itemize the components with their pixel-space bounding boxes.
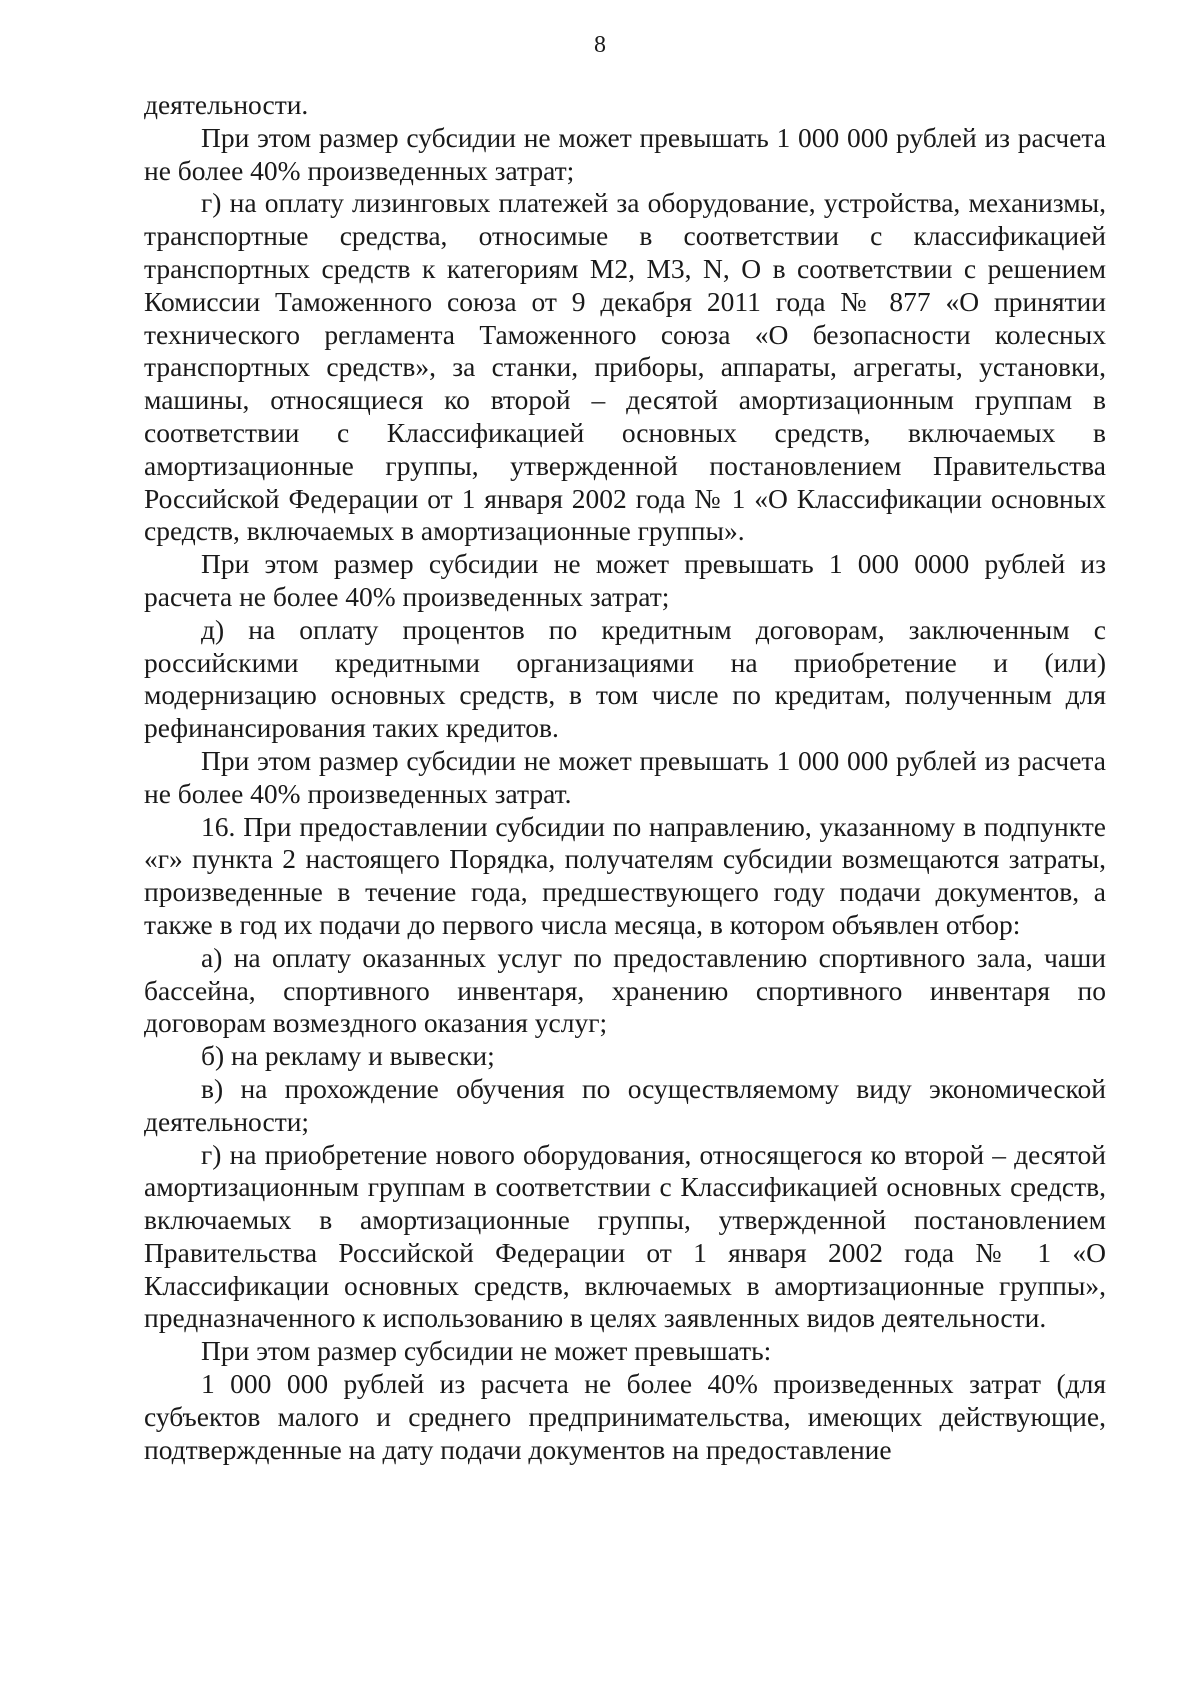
page-number: 8: [594, 32, 606, 58]
paragraph-continuation: деятельности.: [144, 89, 309, 120]
paragraph: При этом размер субсидии не может превышать 1 000 000 рублей из расчета не более 40% произведенных затрат.: [144, 744, 1106, 809]
paragraph: При этом размер субсидии не может превышать 1 000 0000 рублей из расчета не более 40% произведенных затрат;: [144, 548, 1106, 612]
paragraph: г) на оплату лизинговых платежей за оборудование, устройства, механизмы, транспортные средства, относимые в соответствии с классификацией транспортных средств к категориям M2, M3, N, O в соответствии с решением Комиссии Таможенного союза от 9 декабря 2011 года № 877 «О принятии технического регламента Таможенного союза «О безопасности колесных транспортных средств», за станки, приборы, аппараты, агрегаты, установки, машины, относящиеся ко второй – десятой амортизационным группам в соответствии с Классификацией основных средств, включаемых в амортизационные группы, утвержденной постановлением Правительства Российской Федерации от 1 января 2002 года № 1 «О Классификации основных средств, включаемых в амортизационные группы».: [144, 187, 1106, 547]
paragraph: 1 000 000 рублей из расчета не более 40% произведенных затрат (для субъектов малого и среднего предпринимательства, имеющих действующие, подтвержденные на дату подачи документов на предоставление: [144, 1368, 1106, 1465]
paragraph: д) на оплату процентов по кредитным договорам, заключенным с российскими кредитными организациями на приобретение и (или) модернизацию основных средств, в том числе по кредитам, полученным для рефинансирования таких кредитов.: [144, 613, 1106, 744]
paragraph: При этом размер субсидии не может превышать 1 000 000 рублей из расчета не более 40% произведенных затрат;: [144, 121, 1106, 186]
paragraph: а) на оплату оказанных услуг по предоставлению спортивного зала, чаши бассейна, спортивного инвентаря, хранению спортивного инвентаря по договорам возмездного оказания услуг;: [144, 941, 1106, 1039]
document-body: [144, 89, 1106, 1466]
paragraph: в) на прохождение обучения по осуществляемому виду экономической деятельности;: [144, 1072, 1106, 1137]
paragraph: При этом размер субсидии не может превышать:: [201, 1335, 772, 1367]
paragraph: 16. При предоставлении субсидии по направлению, указанному в подпункте «г» пункта 2 настоящего Порядка, получателям субсидии возмещаются затраты, произведенные в течение года, предшествующего году подачи документов, а также в год их подачи до первого числа месяца, в котором объявлен отбор:: [144, 810, 1106, 940]
paragraph: б) на рекламу и вывески;: [201, 1040, 495, 1072]
paragraph: г) на приобретение нового оборудования, относящегося ко второй – десятой амортизационным группам в соответствии с Классификацией основных средств, включаемых в амортизационные группы, утвержденной постановлением Правительства Российской Федерации от 1 января 2002 года № 1 «О Классификации основных средств, включаемых в амортизационные группы», предназначенного к использованию в целях заявленных видов деятельности.: [144, 1138, 1106, 1334]
